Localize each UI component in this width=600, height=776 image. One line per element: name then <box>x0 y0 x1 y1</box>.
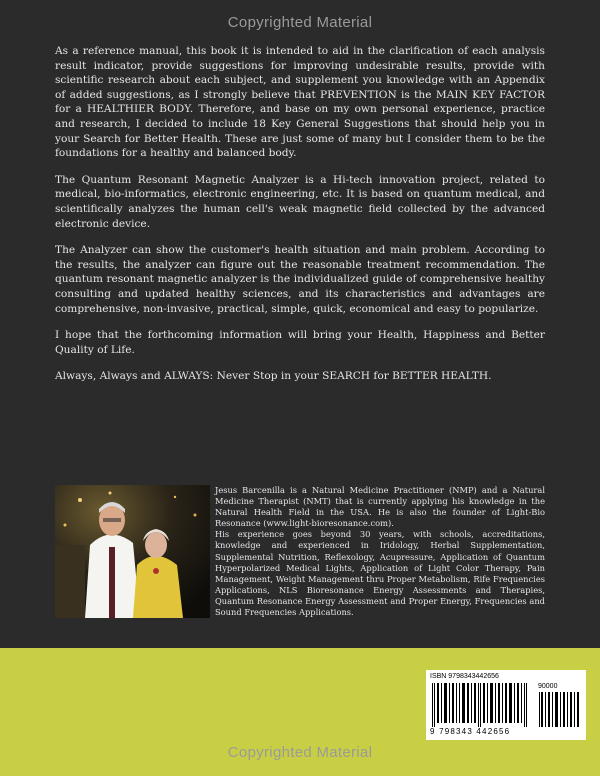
back-cover-text <box>55 44 545 396</box>
price-code: 90000 <box>538 683 558 690</box>
watermark-top: Copyrighted Material <box>227 14 373 31</box>
paragraph-wish: I hope that the forthcoming information will bring your Health, Happiness and Better Quality of Life. <box>55 329 545 356</box>
isbn-label: ISBN 9798343442656 <box>430 673 499 680</box>
paragraph-purpose: As a reference manual, this book it is intended to aid in the clarification of each analysis result indicator, provide suggestions for improving undesirable results, provide with scientific research about each subject, and supplement you knowledge with an Appendix of added suggestions, as I strongly believe that PREVENTION is the MAIN KEY FACTOR for a HEALTHIER BODY. Therefore, and base on my own personal experience, practice and research, I decided to include 18 Key General Suggestions that should help you in your Search for Better Health. These are just some of many but I consider them to be the foundations for a healthy and balanced body. <box>55 45 545 160</box>
isbn-barcode <box>426 670 586 740</box>
paragraph-analyzer-features: The Analyzer can show the customer's health situation and main problem. According to the results, the analyzer can figure out the reasonable treatment recommendation. The quantum resonant magnetic analyzer is the individualized guide of comprehensive healthy consulting and updated healthy sciences, and its characteristics and advantages are comprehensive, non-invasive, practical, simple, quick, economical and easy to popularize. <box>55 244 545 315</box>
bio-intro: Jesus Barcenilla is a Natural Medicine Practitioner (NMP) and a Natural Medicine Therapist (NMT) that is currently applying his knowledge in the Natural Health Field in the USA. He is also the founder of Light-Bio Resonance (www.light-bioresonance.com). <box>215 485 545 529</box>
bio-experience: His experience goes beyond 30 years, with schools, accreditations, knowledge and experienced in Iridology, Herbal Supplementation, Supplemental Nutrition, Reflexology, Acupressure, Application of Quantum Hyperpolarized Medical Lights, Application of Light Color Therapy, Pain Management, Weight Management thru Proper Metabolism, Rife Frequencies Applications, NLS Bioresonance Energy Assessments and Therapies, Quantum Resonance Energy Assessment and Proper Energy, Frequencies and Sound Frequencies Applications. <box>215 529 545 618</box>
paragraph-analyzer-intro: The Quantum Resonant Magnetic Analyzer is a Hi-tech innovation project, related to medical, bio-informatics, electronic engineering, etc. It is based on quantum medical, and scientifically analyzes the human cell's weak magnetic field collected by the advanced electronic device. <box>55 173 545 230</box>
watermark-bottom: Copyrighted Material <box>227 744 373 761</box>
ean-digits: 9 798343 442656 <box>430 727 511 736</box>
author-photo <box>55 485 210 618</box>
author-bio <box>55 485 545 620</box>
ean-barcode-bars <box>430 683 534 727</box>
paragraph-motto: Always, Always and ALWAYS: Never Stop in your SEARCH for BETTER HEALTH. <box>55 370 492 383</box>
price-code-bars <box>538 692 582 727</box>
author-bio-text <box>215 485 545 618</box>
